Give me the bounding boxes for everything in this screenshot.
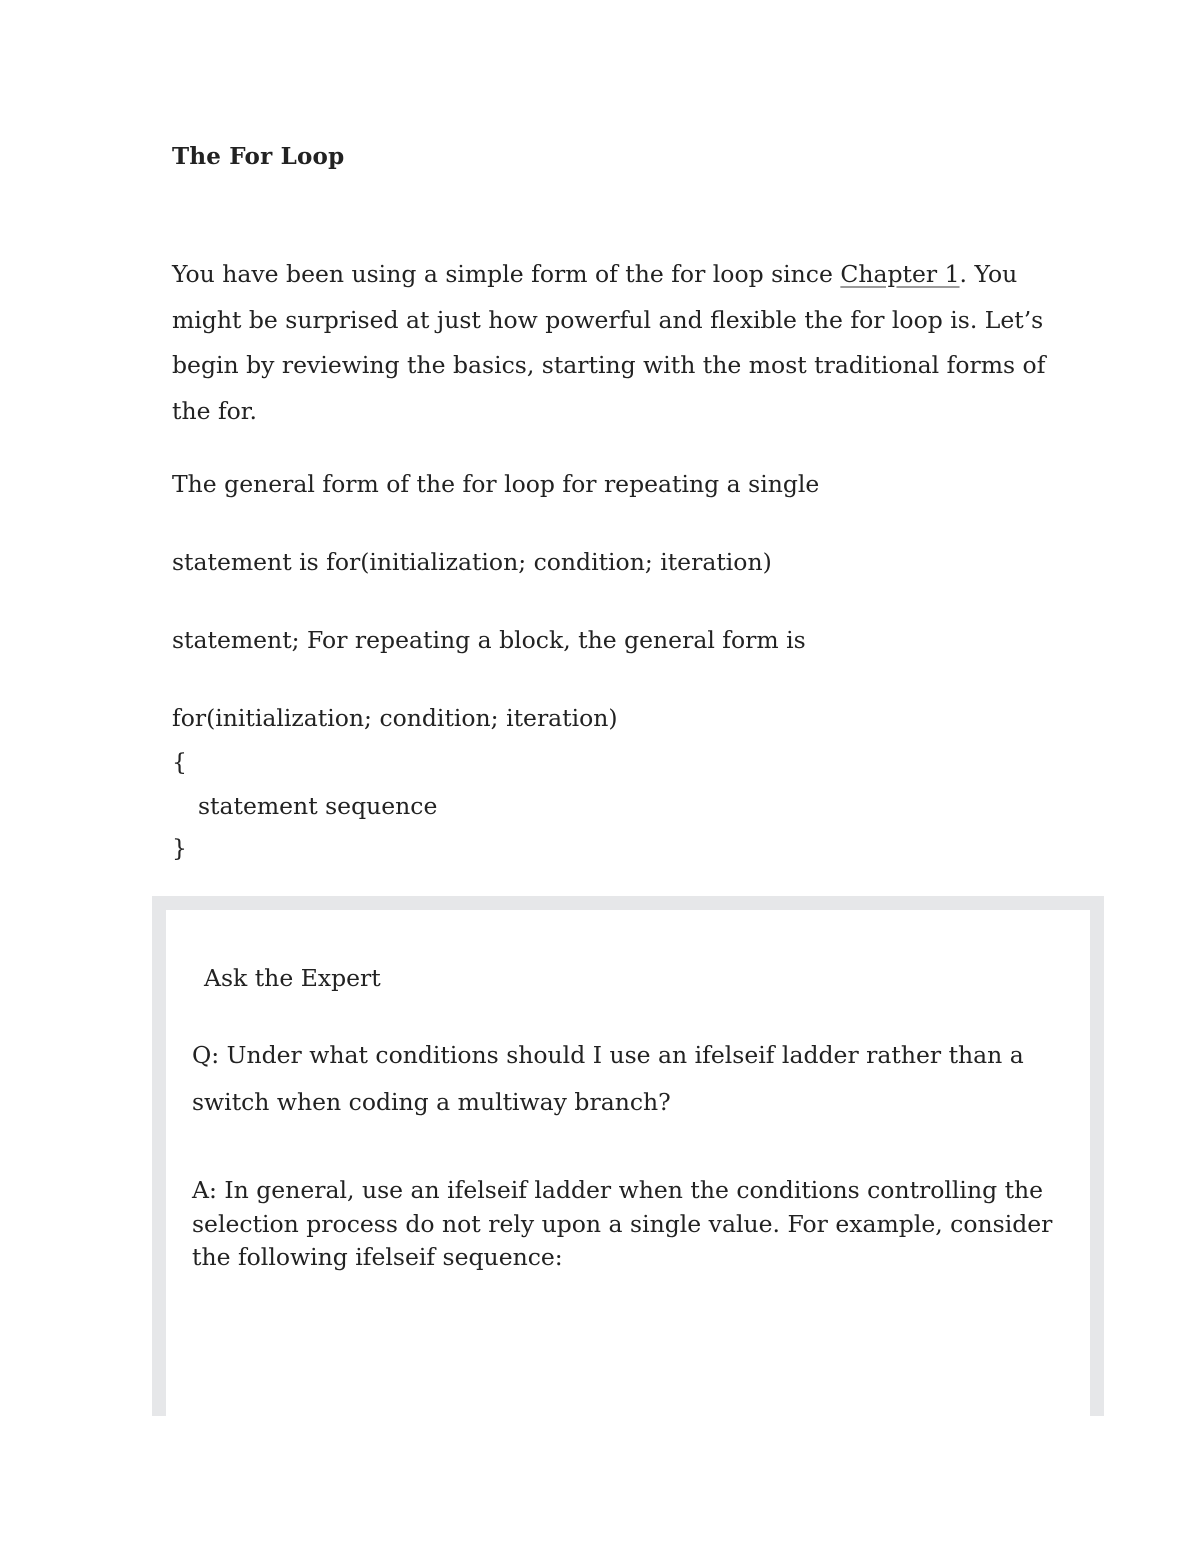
ask-the-expert-title: Ask the Expert [204,964,381,992]
chapter-1-link[interactable]: Chapter 1 [840,260,960,288]
general-form-line-3: statement; For repeating a block, the general form is [172,626,806,654]
expert-answer: A: In general, use an ifelseif ladder when the conditions controlling the selection process do not rely upon a single value. For example, consider the following ifelseif sequence: [192,1176,1053,1271]
general-form-line-2: statement is for(initialization; condition; iteration) [172,548,772,576]
intro-text-end: . You might be surprised at just how powerful and flexible the for loop is. Let’s begin by reviewing the basics, starting with the most traditional forms of the for. [172,260,1046,425]
section-heading: The For Loop [172,143,345,170]
ask-the-expert-box [152,896,1104,1416]
code-open-brace: { [172,748,187,776]
expert-question: Q: Under what conditions should I use an ifelseif ladder rather than a switch when coding a multiway branch? [192,1041,1024,1116]
general-form-line-1: The general form of the for loop for repeating a single [172,470,820,498]
code-close-brace: } [172,834,187,862]
code-statement-sequence: statement sequence [198,792,438,820]
intro-text-start: You have been using a simple form of the for loop since [172,260,841,288]
code-for-header: for(initialization; condition; iteration) [172,704,618,732]
ask-the-expert-content [166,910,1090,1430]
intro-paragraph [172,252,1062,434]
